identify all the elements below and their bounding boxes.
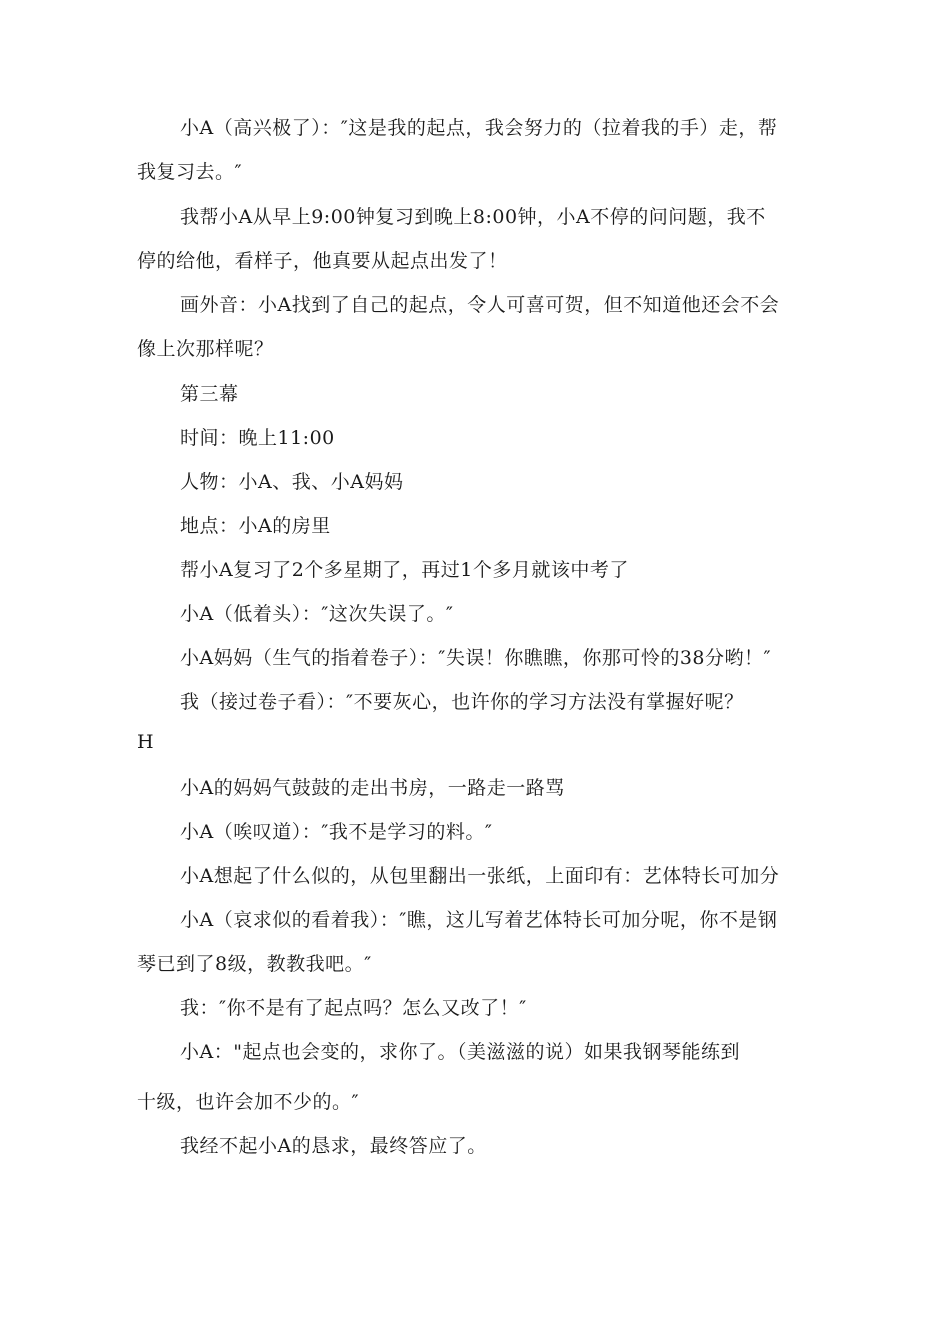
text-line: 时间：晚上11:00 xyxy=(180,427,335,449)
text-line: 琴已到了8级，教教我吧。″ xyxy=(137,953,372,975)
text-line: 小A想起了什么似的，从包里翻出一张纸，上面印有：艺体特长可加分 xyxy=(180,865,780,887)
text-line: 小A（高兴极了）：″这是我的起点，我会努力的（拉着我的手）走，帮 xyxy=(180,117,778,139)
text-line: 帮小A复习了2个多星期了，再过1个多月就该中考了 xyxy=(180,559,629,581)
text-line: 我经不起小A的恳求，最终答应了。 xyxy=(180,1135,487,1157)
text-line: 像上次那样呢？ xyxy=(137,338,274,360)
text-line: 我：″你不是有了起点吗？怎么又改了！″ xyxy=(180,997,527,1019)
text-line: 小A（哀求似的看着我）：″瞧，这儿写着艺体特长可加分呢，你不是钢 xyxy=(180,909,778,931)
text-line: 人物：小A、我、小A妈妈 xyxy=(180,471,404,493)
text-line: 小A（唉叹道）：″我不是学习的料。″ xyxy=(180,821,493,843)
text-line: 画外音：小A找到了自己的起点，令人可喜可贺，但不知道他还会不会 xyxy=(180,294,780,316)
text-line: 我帮小A从早上9:00钟复习到晚上8:00钟，小A不停的问问题，我不 xyxy=(180,206,766,228)
text-line: 小A妈妈（生气的指着卷子）：″失误！你瞧瞧，你那可怜的38分哟！″ xyxy=(180,647,772,669)
text-line: 小A的妈妈气鼓鼓的走出书房，一路走一路骂 xyxy=(180,777,565,799)
text-line: 小A："起点也会变的，求你了。（美滋滋的说）如果我钢琴能练到 xyxy=(180,1041,740,1063)
text-line: 停的给他，看样子，他真要从起点出发了！ xyxy=(137,250,508,272)
text-line: 小A（低着头）：″这次失误了。″ xyxy=(180,603,454,625)
text-line: 我复习去。″ xyxy=(137,161,243,183)
section-heading: 第三幕 xyxy=(180,383,239,405)
text-line: 我（接过卷子看）：″不要灰心，也许你的学习方法没有掌握好呢？ xyxy=(180,691,744,713)
text-line: 地点：小A的房里 xyxy=(180,515,331,537)
text-line: H xyxy=(137,731,155,753)
text-line: 十级，也许会加不少的。″ xyxy=(137,1091,360,1113)
